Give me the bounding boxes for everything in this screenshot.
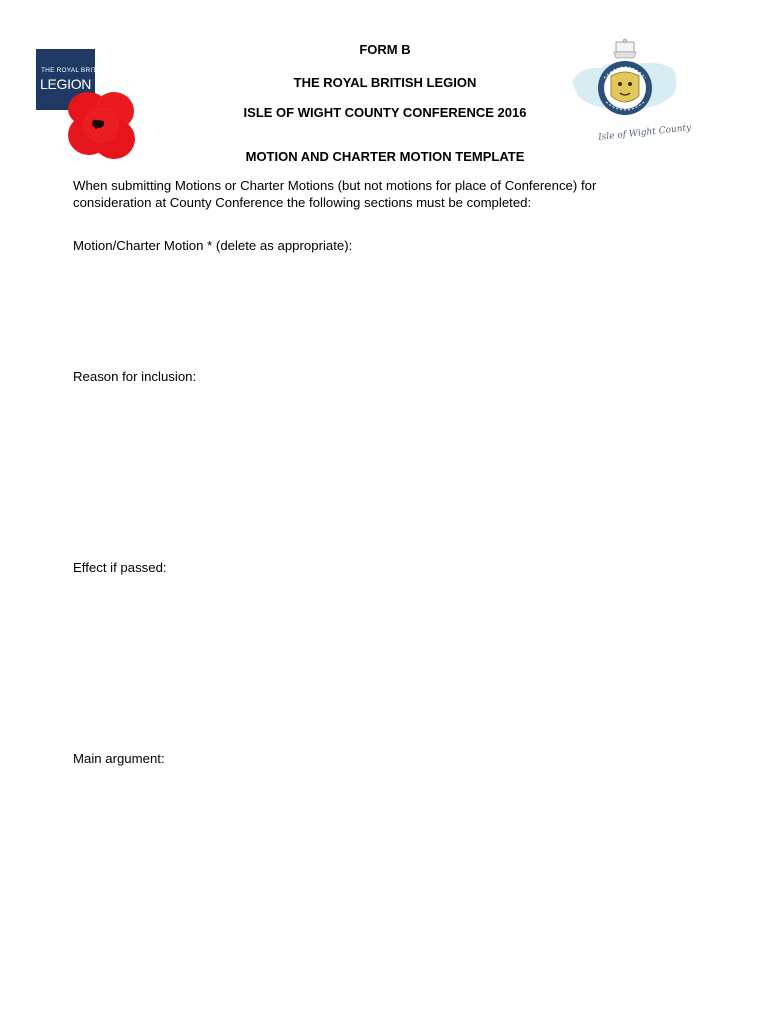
legion-logo-big-text: LEGION [40, 76, 92, 92]
form-title-text: FORM B [359, 42, 411, 57]
conference-title: ISLE OF WIGHT COUNTY CONFERENCE 2016 [243, 105, 527, 120]
intro-paragraph [73, 177, 673, 211]
county-badge-caption: Isle of Wight County [597, 123, 692, 143]
royal-british-legion-logo [36, 49, 134, 159]
organisation-title: THE ROYAL BRITISH LEGION [293, 75, 477, 90]
intro-line-1: When submitting Motions or Charter Motions (but not motions for place of Conference) for [73, 178, 597, 193]
intro-line-2: consideration at County Conference the following sections must be completed: [73, 195, 532, 210]
main-argument-section-label: Main argument: [73, 751, 165, 766]
motion-section-label: Motion/Charter Motion * (delete as appropriate): [73, 238, 353, 253]
effect-section-label: Effect if passed: [73, 560, 167, 575]
template-title: MOTION AND CHARTER MOTION TEMPLATE [245, 149, 525, 164]
legion-logo-small-text: THE ROYAL BRITISH [41, 67, 108, 74]
reason-section-label: Reason for inclusion: [73, 369, 197, 384]
form-title [0, 42, 770, 57]
